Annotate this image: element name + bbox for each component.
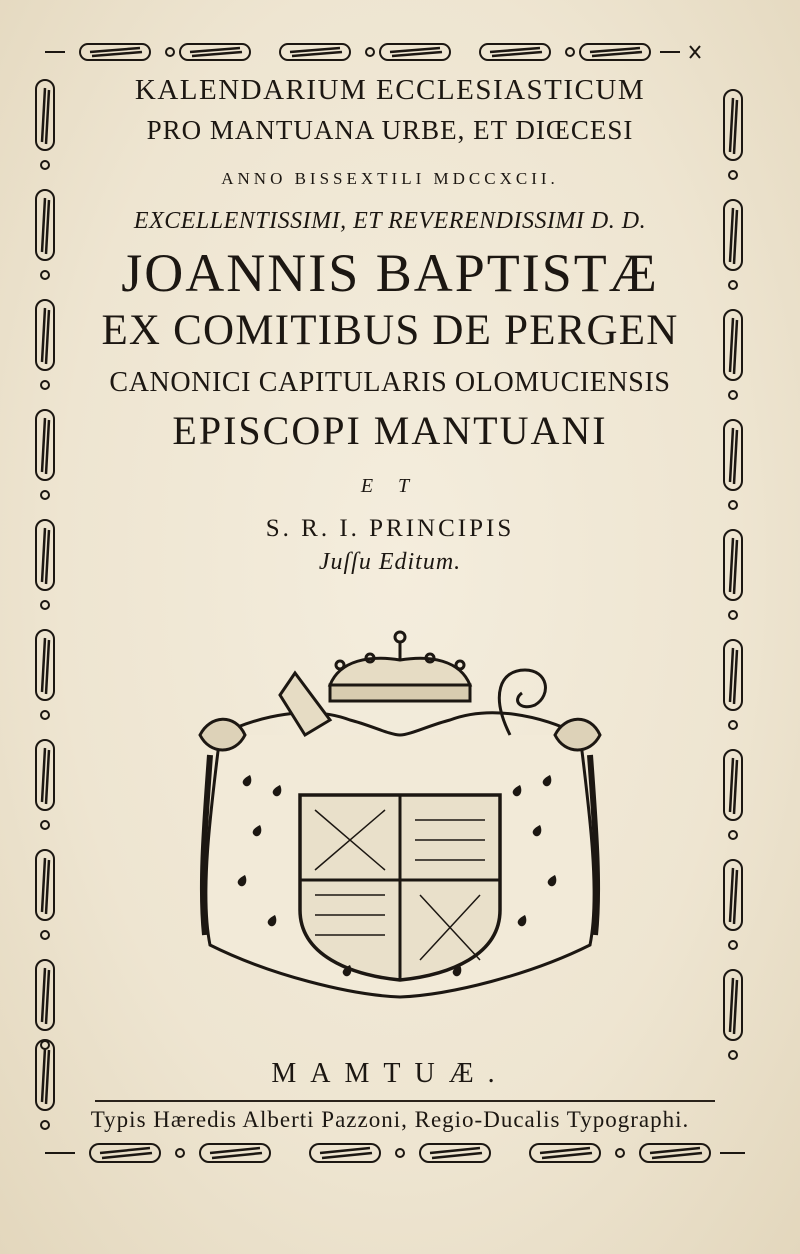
bishop-family: EX COMITIBUS DE PERGEN — [101, 307, 679, 354]
top-border-ornament — [40, 40, 750, 64]
dedication-line: EXCELLENTISSIMI, ET REVERENDISSIMI D. D. — [133, 208, 647, 234]
canon-title: CANONICI CAPITULARIS OLOMUCIENSIS — [109, 367, 671, 398]
edited-by-order: Juſſu Editum. — [318, 549, 462, 575]
left-border-ornament — [30, 60, 60, 1140]
prince-title: S. R. I. PRINCIPIS — [265, 515, 515, 542]
bishop-title: EPISCOPI MANTUANI — [172, 408, 608, 453]
year-line: ANNO BISSEXTILI MDCCXCII. — [221, 169, 559, 188]
coat-of-arms-icon — [190, 625, 610, 1010]
bishop-name: JOANNIS BAPTISTÆ — [121, 243, 659, 303]
conjunction: E T — [360, 475, 420, 497]
right-border-ornament — [716, 60, 750, 1140]
title-line-1: KALENDARIUM ECCLESIASTICUM — [134, 74, 646, 106]
bottom-border-ornament — [40, 1138, 750, 1168]
imprint-rule — [95, 1100, 715, 1102]
title-line-2: PRO MANTUANA URBE, ET DIŒCESI — [146, 115, 634, 145]
place-of-publication: MAMTUÆ. — [271, 1058, 509, 1089]
printer-imprint: Typis Hæredis Alberti Pazzoni, Regio-Ducalis Typographi. — [90, 1107, 690, 1132]
